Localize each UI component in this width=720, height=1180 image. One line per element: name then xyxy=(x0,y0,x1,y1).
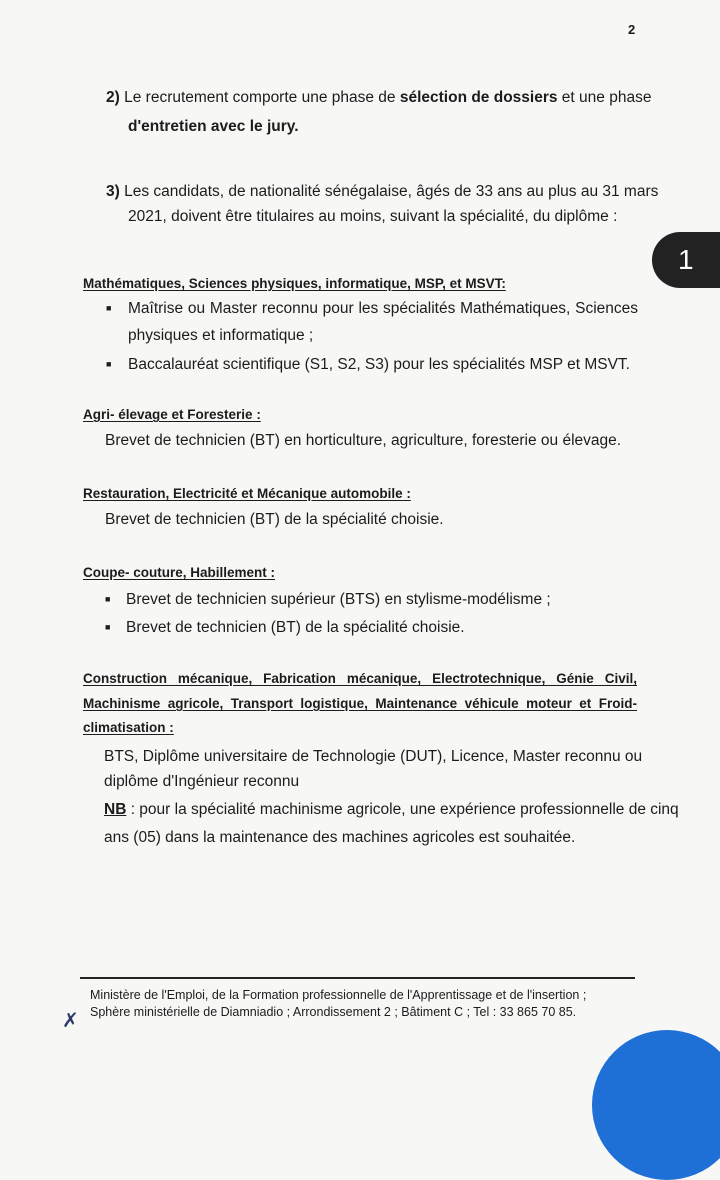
section-3-heading-text: Restauration, Electricité et Mécanique automobile xyxy=(83,486,403,501)
nb-text: : pour la spécialité machinisme agricole, une expérience professionnelle de cinq xyxy=(126,801,679,818)
item-2-line-2: d'entretien avec le jury. xyxy=(128,118,299,135)
item-2-text-bold: sélection de dossiers xyxy=(399,89,558,106)
bullet-icon: ■ xyxy=(105,594,111,604)
section-1-bullet-1-line-2: physiques et informatique ; xyxy=(128,327,314,344)
section-2-heading-tail: : xyxy=(252,407,261,422)
page-number: 2 xyxy=(628,22,636,37)
bullet-icon: ■ xyxy=(106,303,112,313)
section-4-heading xyxy=(83,565,275,580)
section-5-text-line-1: BTS, Diplôme universitaire de Technologie (DUT), Licence, Master reconnu ou xyxy=(104,748,643,765)
section-3-heading-tail: : xyxy=(402,486,411,501)
section-4-heading-tail: : xyxy=(266,565,276,580)
item-2 xyxy=(106,83,651,112)
section-3-text: Brevet de technicien (BT) de la spécialité choisie. xyxy=(105,511,444,528)
section-1-heading: Mathématiques, Sciences physiques, informatique, MSP, et MSVT: xyxy=(83,276,506,291)
section-5-nb-line-2: ans (05) dans la maintenance des machines agricoles est souhaitée. xyxy=(104,829,576,846)
item-3-line-1: Les candidats, de nationalité sénégalaise, âgés de 33 ans au plus au 31 mars xyxy=(124,183,659,200)
item-3 xyxy=(106,177,658,206)
bullet-icon: ■ xyxy=(106,359,112,369)
bullet-icon: ■ xyxy=(105,622,111,632)
section-5-heading-line-2: Machinisme agricole, Transport logistique, Maintenance véhicule moteur et Froid- xyxy=(83,696,637,711)
section-2-text: Brevet de technicien (BT) en horticulture, agriculture, foresterie ou élevage. xyxy=(105,432,622,449)
item-2-text-c: et une phase xyxy=(557,89,652,106)
section-2-heading-text: Agri- élevage et Foresterie xyxy=(83,407,253,422)
footer-line-1: Ministère de l'Emploi, de la Formation professionnelle de l'Apprentissage et de l'insertion ; xyxy=(90,988,587,1002)
section-5-heading-tail: : xyxy=(165,720,174,735)
handwritten-mark-icon: ✗ xyxy=(62,1010,79,1032)
nb-label: NB xyxy=(104,801,127,818)
section-4-bullet-1: Brevet de technicien supérieur (BTS) en stylisme-modélisme ; xyxy=(126,591,551,608)
section-4-heading-text: Coupe- couture, Habillement xyxy=(83,565,267,580)
footer-divider xyxy=(80,977,635,979)
item-3-number: 3) xyxy=(106,183,120,200)
item-2-number: 2) xyxy=(106,89,120,106)
item-3-line-2: 2021, doivent être titulaires au moins, suivant la spécialité, du diplôme : xyxy=(128,208,618,225)
section-1-bullet-1-line-1: Maîtrise ou Master reconnu pour les spécialités Mathématiques, Sciences xyxy=(128,300,638,317)
corner-button-icon[interactable] xyxy=(592,1030,720,1180)
section-1-bullet-2: Baccalauréat scientifique (S1, S2, S3) pour les spécialités MSP et MSVT. xyxy=(128,356,630,373)
section-5-heading-line-1: Construction mécanique, Fabrication mécanique, Electrotechnique, Génie Civil, xyxy=(83,671,637,686)
section-5-text-line-2: diplôme d'Ingénieur reconnu xyxy=(104,773,300,790)
section-2-heading xyxy=(83,407,261,422)
item-2-text-a: Le recrutement comporte une phase de xyxy=(124,89,400,106)
section-5-heading-text: climatisation xyxy=(83,720,166,735)
page-badge: 1 xyxy=(652,232,720,288)
section-5-heading-line-3 xyxy=(83,720,174,735)
section-5-nb-line-1 xyxy=(104,801,679,819)
section-4-bullet-2: Brevet de technicien (BT) de la spécialité choisie. xyxy=(126,619,465,636)
section-3-heading xyxy=(83,486,411,501)
footer-line-2: Sphère ministérielle de Diamniadio ; Arrondissement 2 ; Bâtiment C ; Tel : 33 865 70 85. xyxy=(90,1005,577,1019)
